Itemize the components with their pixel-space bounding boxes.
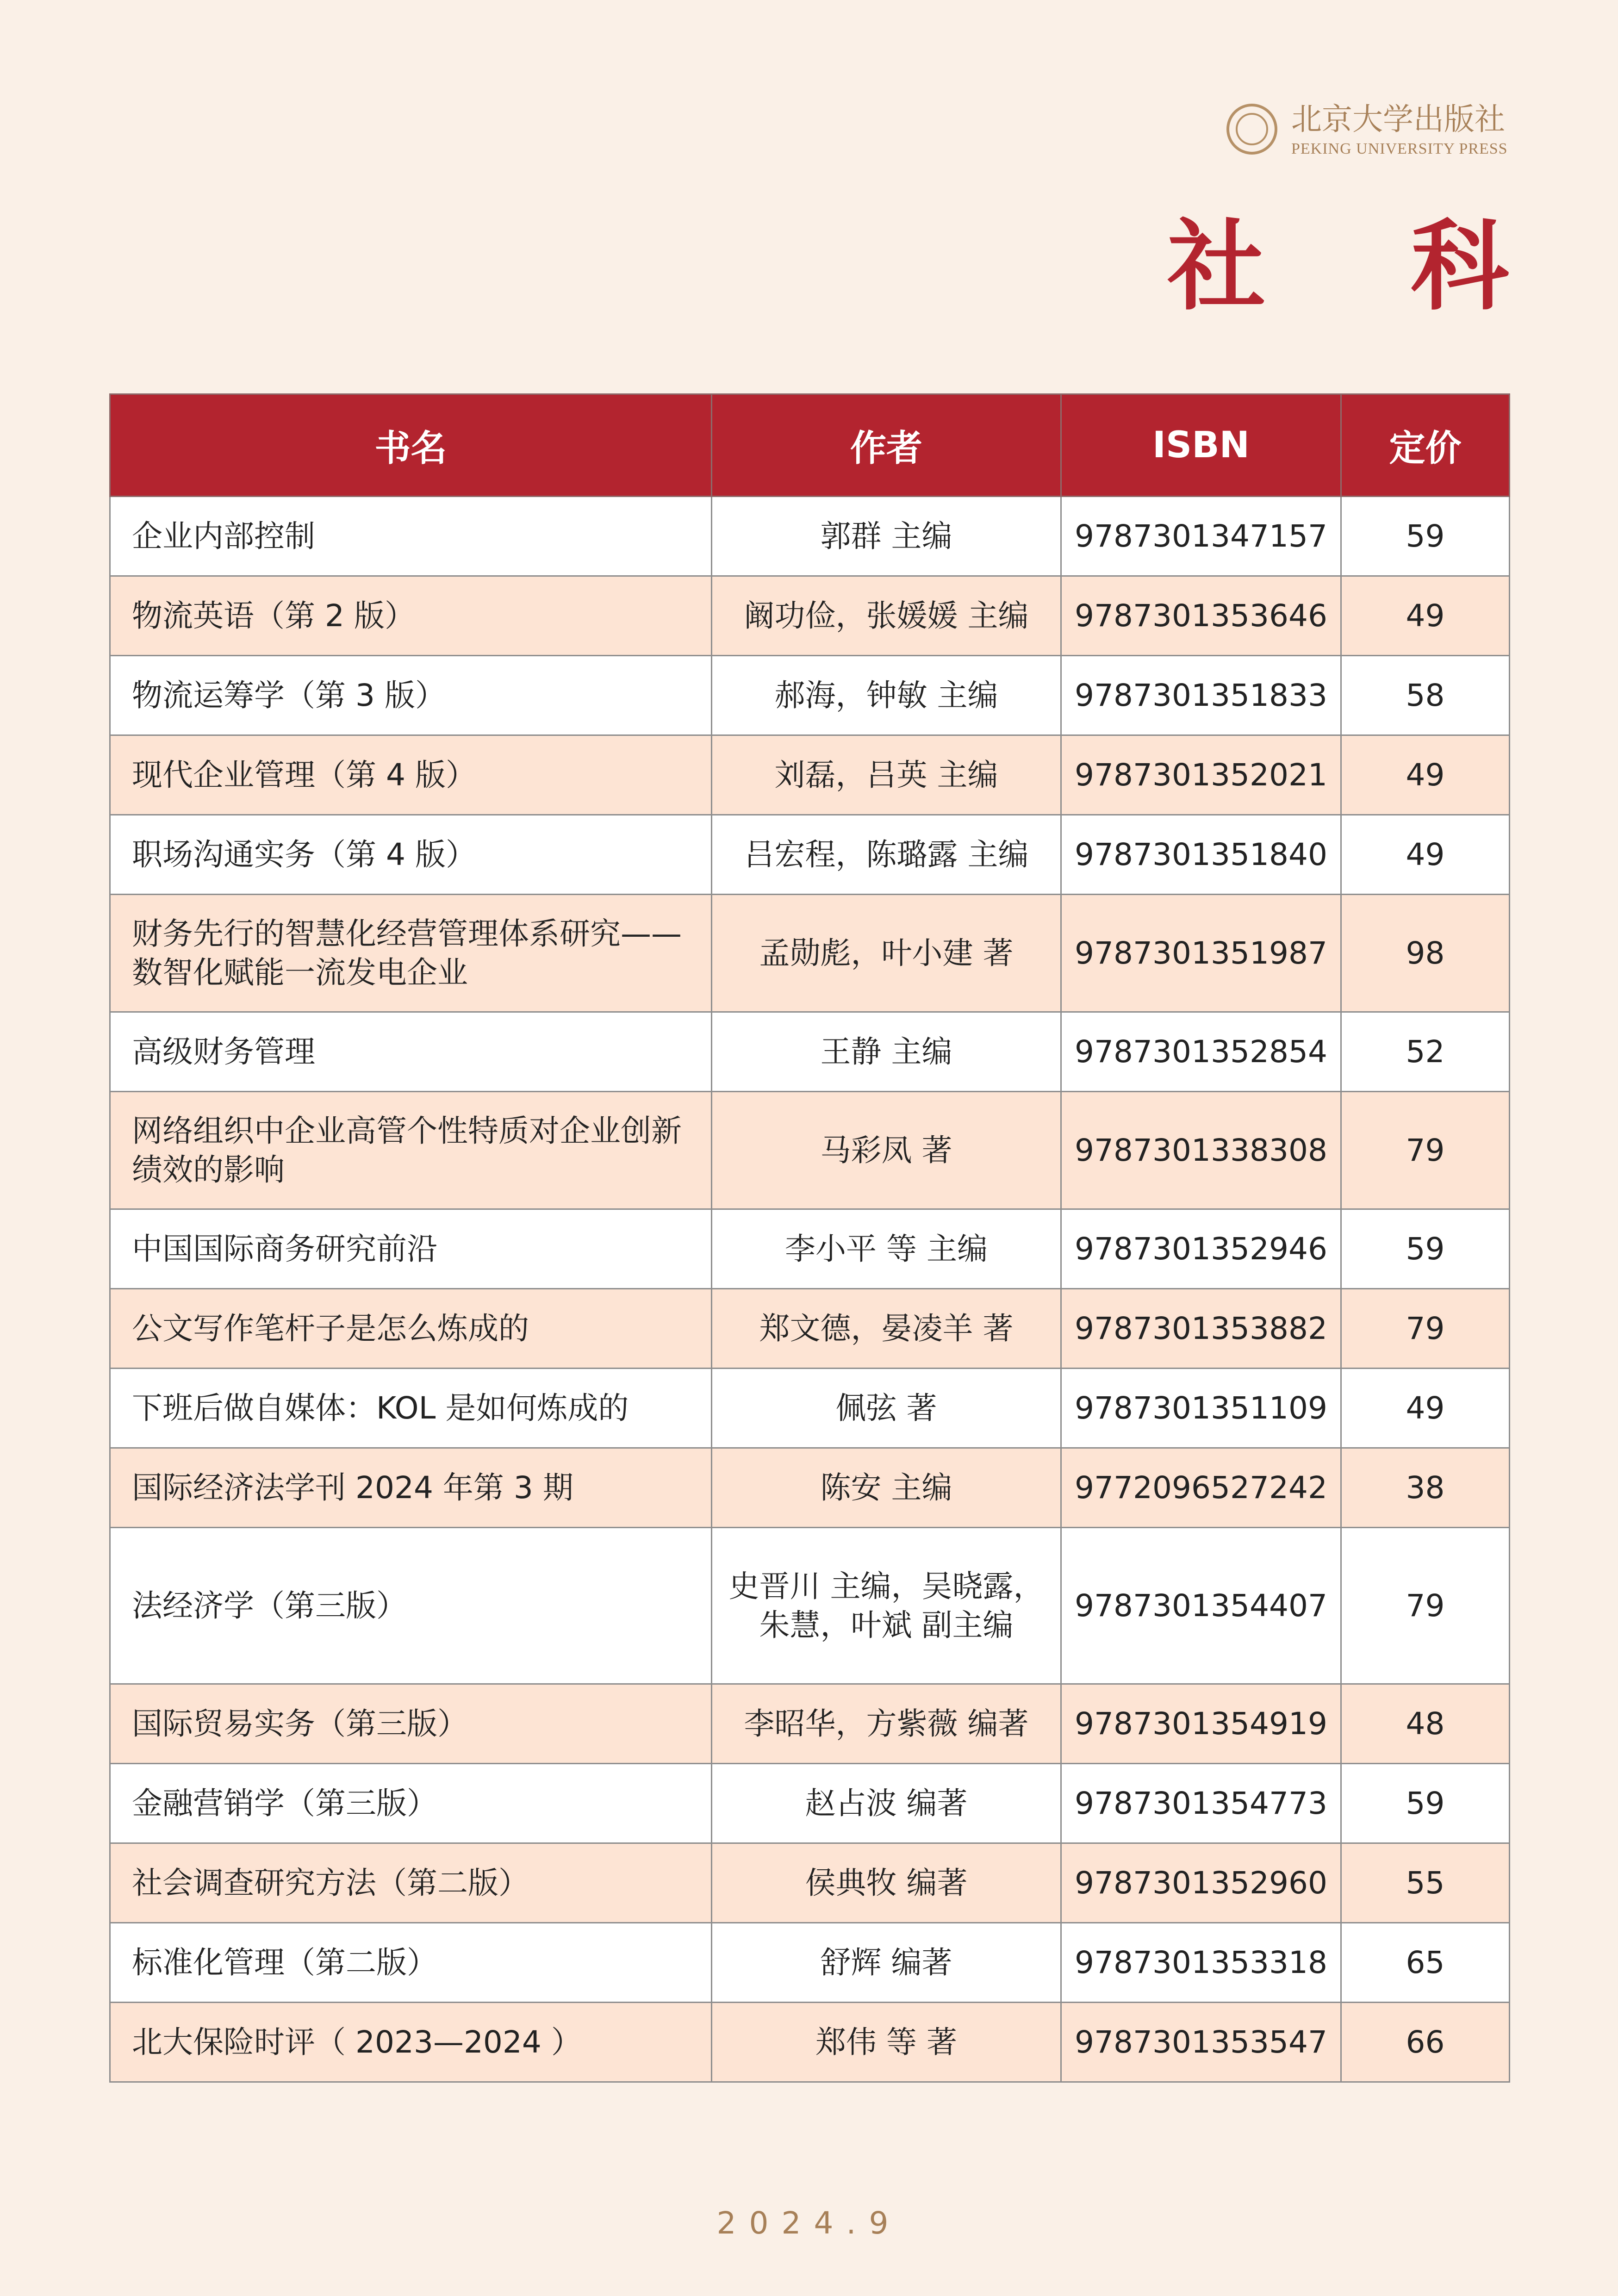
book-price: 49 [1341, 1369, 1510, 1448]
book-author: 史晋川 主编，吴晓露，朱慧，叶斌 副主编 [712, 1528, 1061, 1684]
book-author: 刘磊，吕英 主编 [712, 735, 1061, 815]
book-price: 52 [1341, 1012, 1510, 1092]
book-isbn: 9787301354919 [1061, 1684, 1341, 1764]
book-author: 李小平 等 主编 [712, 1209, 1061, 1289]
table-row [110, 1528, 1510, 1684]
publisher-name-en: PEKING UNIVERSITY PRESS [1291, 140, 1508, 157]
table-row [110, 1209, 1510, 1289]
book-title: 法经济学（第三版） [110, 1528, 712, 1684]
book-title: 中国国际商务研究前沿 [110, 1209, 712, 1289]
table-row [110, 1764, 1510, 1843]
book-price: 48 [1341, 1684, 1510, 1764]
publisher-name-cn: 北京大学出版社 [1291, 101, 1505, 137]
book-author: 佩弦 著 [712, 1369, 1061, 1448]
book-isbn: 9787301352960 [1061, 1843, 1341, 1923]
book-title: 北大保险时评（ 2023—2024 ） [110, 2003, 712, 2082]
book-price: 59 [1341, 497, 1510, 576]
table-row [110, 1923, 1510, 2003]
book-title: 现代企业管理（第 4 版） [110, 735, 712, 815]
book-author: 郝海，钟敏 主编 [712, 656, 1061, 735]
book-isbn: 9787301351987 [1061, 895, 1341, 1012]
book-price: 55 [1341, 1843, 1510, 1923]
book-isbn: 9787301352946 [1061, 1209, 1341, 1289]
book-title: 国际经济法学刊 2024 年第 3 期 [110, 1448, 712, 1528]
book-isbn: 9787301353882 [1061, 1289, 1341, 1369]
book-isbn: 9787301352854 [1061, 1012, 1341, 1092]
book-price: 66 [1341, 2003, 1510, 2082]
book-isbn: 9787301353547 [1061, 2003, 1341, 2082]
university-seal-icon [1226, 104, 1277, 155]
book-author: 舒辉 编著 [712, 1923, 1061, 2003]
book-author: 郭群 主编 [712, 497, 1061, 576]
book-author: 王静 主编 [712, 1012, 1061, 1092]
book-title: 标准化管理（第二版） [110, 1923, 712, 2003]
header-isbn: ISBN [1061, 394, 1341, 497]
book-price: 49 [1341, 576, 1510, 656]
book-isbn: 9787301351833 [1061, 656, 1341, 735]
book-author: 郑伟 等 著 [712, 2003, 1061, 2082]
table-row [110, 735, 1510, 815]
book-title: 物流运筹学（第 3 版） [110, 656, 712, 735]
book-title: 社会调查研究方法（第二版） [110, 1843, 712, 1923]
book-isbn: 9787301353646 [1061, 576, 1341, 656]
book-isbn: 9787301338308 [1061, 1092, 1341, 1209]
book-price: 79 [1341, 1092, 1510, 1209]
book-title: 国际贸易实务（第三版） [110, 1684, 712, 1764]
book-title: 物流英语（第 2 版） [110, 576, 712, 656]
book-title: 网络组织中企业高管个性特质对企业创新绩效的影响 [110, 1092, 712, 1209]
book-title: 金融营销学（第三版） [110, 1764, 712, 1843]
book-price: 58 [1341, 656, 1510, 735]
book-title: 财务先行的智慧化经营管理体系研究——数智化赋能一流发电企业 [110, 895, 712, 1012]
book-title: 下班后做自媒体：KOL 是如何炼成的 [110, 1369, 712, 1448]
book-price: 38 [1341, 1448, 1510, 1528]
header-title: 书名 [110, 394, 712, 497]
table-row [110, 1092, 1510, 1209]
book-isbn: 9787301354773 [1061, 1764, 1341, 1843]
book-author: 阚功俭，张媛媛 主编 [712, 576, 1061, 656]
book-author: 赵占波 编著 [712, 1764, 1061, 1843]
table-row [110, 656, 1510, 735]
book-author: 侯典牧 编著 [712, 1843, 1061, 1923]
table-row [110, 1684, 1510, 1764]
header-author: 作者 [712, 394, 1061, 497]
book-isbn: 9787301351109 [1061, 1369, 1341, 1448]
table-row [110, 895, 1510, 1012]
table-row [110, 497, 1510, 576]
book-title: 高级财务管理 [110, 1012, 712, 1092]
table-row [110, 815, 1510, 895]
book-isbn: 9787301347157 [1061, 497, 1341, 576]
book-author: 陈安 主编 [712, 1448, 1061, 1528]
book-price: 65 [1341, 1923, 1510, 2003]
book-author: 李昭华，方紫薇 编著 [712, 1684, 1061, 1764]
table-row [110, 1448, 1510, 1528]
table-row [110, 1289, 1510, 1369]
book-author: 马彩凤 著 [712, 1092, 1061, 1209]
book-isbn: 9787301353318 [1061, 1923, 1341, 2003]
book-price: 98 [1341, 895, 1510, 1012]
book-isbn: 9787301354407 [1061, 1528, 1341, 1684]
book-price: 79 [1341, 1289, 1510, 1369]
book-title: 企业内部控制 [110, 497, 712, 576]
book-price: 59 [1341, 1764, 1510, 1843]
section-title: 社 科 [1167, 208, 1564, 324]
table-row [110, 1369, 1510, 1448]
book-author: 孟勋彪，叶小建 著 [712, 895, 1061, 1012]
book-isbn: 9772096527242 [1061, 1448, 1341, 1528]
book-price: 79 [1341, 1528, 1510, 1684]
issue-date: 2024.9 [716, 2205, 902, 2241]
book-author: 郑文德，晏凌羊 著 [712, 1289, 1061, 1369]
table-row [110, 2003, 1510, 2082]
publisher-logo [1226, 101, 1509, 161]
book-price: 49 [1341, 815, 1510, 895]
book-author: 吕宏程，陈璐露 主编 [712, 815, 1061, 895]
book-title: 职场沟通实务（第 4 版） [110, 815, 712, 895]
book-title: 公文写作笔杆子是怎么炼成的 [110, 1289, 712, 1369]
book-isbn: 9787301351840 [1061, 815, 1341, 895]
header-price: 定价 [1341, 394, 1510, 497]
book-price: 49 [1341, 735, 1510, 815]
table-row [110, 1843, 1510, 1923]
book-isbn: 9787301352021 [1061, 735, 1341, 815]
table-row [110, 576, 1510, 656]
table-row [110, 1012, 1510, 1092]
table-header-row [110, 394, 1510, 497]
book-table [109, 393, 1510, 2083]
book-price: 59 [1341, 1209, 1510, 1289]
